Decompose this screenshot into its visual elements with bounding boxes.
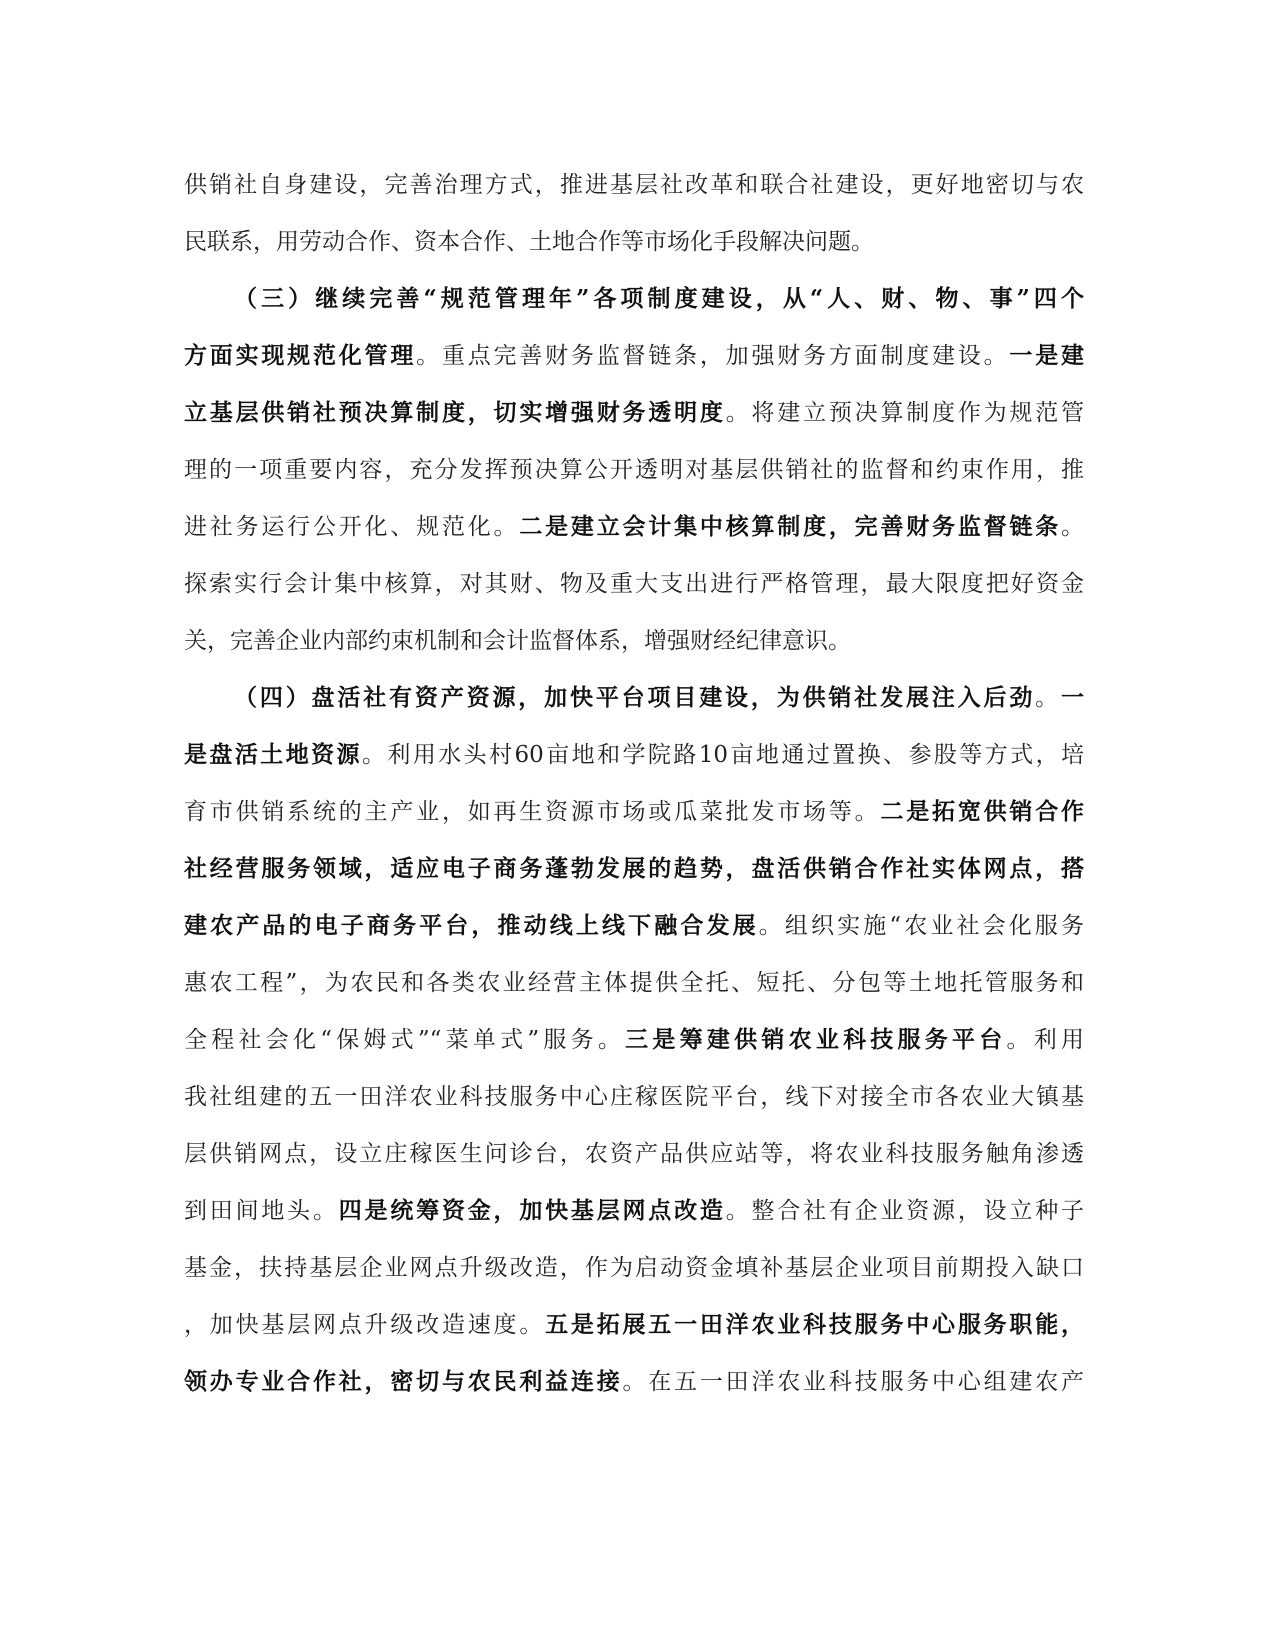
text-run: 。组织实施“农业社会化服务: [758, 913, 1085, 939]
text-run: 民联系，用劳动合作、资本合作、土地合作等市场化手段解决问题。: [184, 229, 874, 255]
text-run: 。将建立预决算制度作为规范管: [725, 400, 1085, 426]
text-run: 。整合社有企业资源，设立种子: [725, 1198, 1085, 1224]
bold-run: 一: [1061, 684, 1084, 711]
bold-run: 四是统筹资金，加快基层网点改造: [338, 1197, 726, 1224]
paragraph-line: [184, 1134, 1084, 1174]
text-run: 关，完善企业内部约束机制和会计监督体系，增强财经纪律意识。: [184, 628, 851, 654]
paragraph-line: [184, 1020, 1084, 1060]
text-run: 。重点完善财务监督链条，加强财务方面制度建设。: [416, 343, 1010, 369]
bold-run: 建农产品的电子商务平台，推动线上线下融合发展: [184, 912, 759, 939]
text-run: 理的一项重要内容，充分发挥预决算公开透明对基层供销社的监督和约束作用，推: [184, 457, 1084, 483]
bold-run: 三是筹建供销农业科技服务平台: [625, 1026, 1007, 1053]
paragraph-line: [184, 507, 1084, 547]
paragraph-line: [184, 792, 1084, 832]
bold-run: 领办专业合作社，密切与农民利益连接: [184, 1368, 623, 1395]
paragraph-line: [184, 621, 1084, 661]
text-run: 。: [1035, 685, 1061, 711]
bold-run: 二是拓宽供销合作: [880, 798, 1085, 825]
section-heading-3: [234, 279, 1084, 319]
paragraph-line: [184, 735, 1084, 775]
bold-run: 社经营服务领域，适应电子商务蓬勃发展的趋势，盘活供销合作社实体网点，搭: [184, 855, 1084, 882]
paragraph-line: [184, 1362, 1084, 1402]
paragraph-line: [184, 393, 1084, 433]
paragraph-line: [184, 1191, 1084, 1231]
bold-heading-run: （四）盘活社有资产资源，加快平台项目建设，为供销社发展注入后劲: [234, 684, 1036, 711]
text-run: 。利用水头村60亩地和学院路10亩地通过置换、参股等方式，培: [361, 742, 1084, 768]
bold-run: 是盘活土地资源: [184, 741, 362, 768]
text-run: ，加快基层网点升级改造速度。: [184, 1312, 546, 1338]
text-run: 基金，扶持基层企业网点升级改造，作为启动资金填补基层企业项目前期投入缺口: [184, 1255, 1084, 1281]
paragraph-line: [184, 222, 1084, 262]
text-run: 层供销网点，设立庄稼医生问诊台，农资产品供应站等，将农业科技服务触角渗透: [184, 1141, 1084, 1167]
paragraph-line: [184, 1077, 1084, 1117]
paragraph-line: [184, 450, 1084, 490]
text-run: 。: [1061, 514, 1085, 540]
paragraph-line: [184, 564, 1084, 604]
text-run: 探索实行会计集中核算，对其财、物及重大支出进行严格管理，最大限度把好资金: [184, 571, 1084, 597]
text-run: 惠农工程”，为农民和各类农业经营主体提供全托、短托、分包等土地托管服务和: [184, 970, 1084, 996]
text-run: 我社组建的五一田洋农业科技服务中心庄稼医院平台，线下对接全市各农业大镇基: [184, 1084, 1084, 1110]
text-run: 。利用: [1006, 1027, 1084, 1053]
section-heading-4: [234, 678, 1084, 718]
bold-heading-run: （三）继续完善“规范管理年”各项制度建设，从“人、财、物、事”四个: [234, 285, 1084, 312]
bold-run: 立基层供销社预决算制度，切实增强财务透明度: [184, 399, 726, 426]
paragraph-line: [184, 906, 1084, 946]
text-run: 供销社自身建设，完善治理方式，推进基层社改革和联合社建设，更好地密切与农: [184, 172, 1084, 198]
text-run: 育市供销系统的主产业，如再生资源市场或瓜菜批发市场等。: [184, 799, 881, 825]
text-run: 到田间地头。: [184, 1198, 339, 1224]
bold-run: 二是建立会计集中核算制度，完善财务监督链条: [519, 513, 1062, 540]
paragraph-line: [184, 165, 1084, 205]
paragraph-line: [184, 1248, 1084, 1288]
text-run: 全程社会化“保姆式”“菜单式”服务。: [184, 1027, 626, 1053]
bold-heading-run: 方面实现规范化管理: [184, 342, 417, 369]
bold-run: 五是拓展五一田洋农业科技服务中心服务职能，: [545, 1311, 1085, 1338]
bold-run: 一是建: [1009, 342, 1085, 369]
paragraph-line: [184, 336, 1084, 376]
text-run: 。在五一田洋农业科技服务中心组建农产: [622, 1369, 1085, 1395]
paragraph-line: [184, 963, 1084, 1003]
text-run: 进社务运行公开化、规范化。: [184, 514, 520, 540]
paragraph-line: [184, 1305, 1084, 1345]
paragraph-line: [184, 849, 1084, 889]
